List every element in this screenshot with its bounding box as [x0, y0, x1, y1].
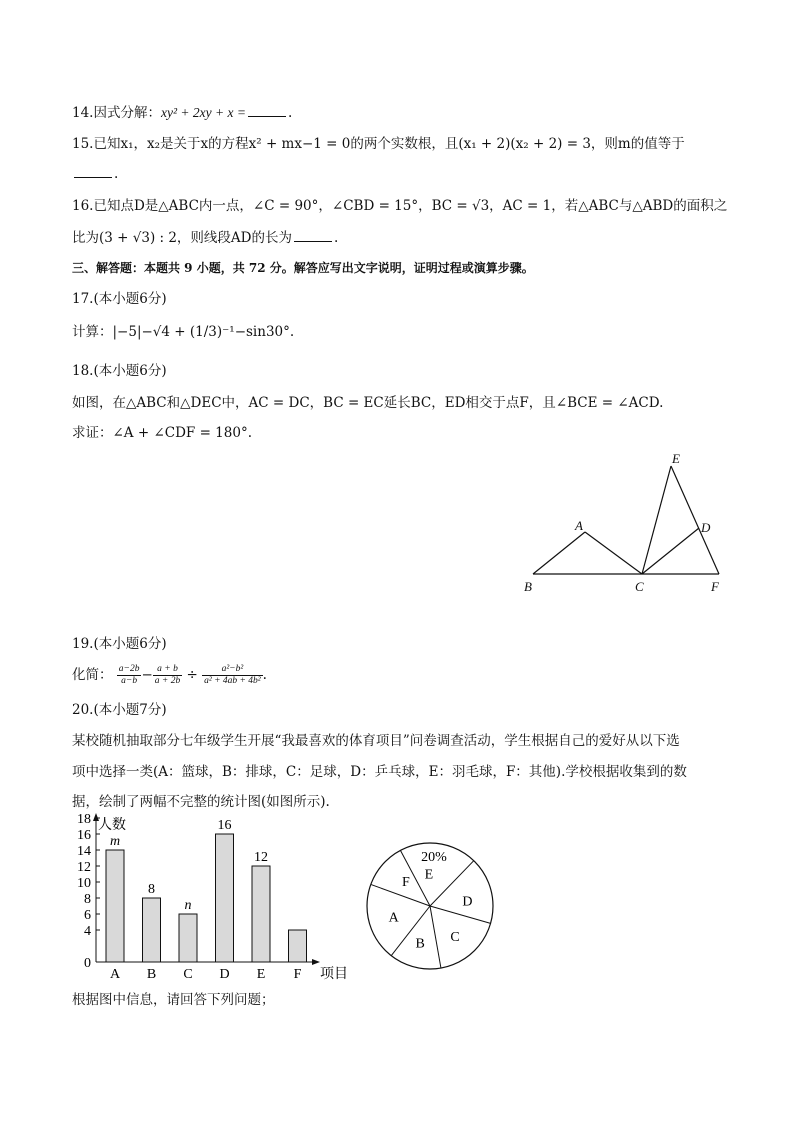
- q14-expression: xy² + 2xy + x =: [160, 105, 246, 120]
- x-tick-label-B: B: [146, 967, 157, 982]
- fraction-3-denominator: a² + 4ab + 4b²: [204, 676, 261, 686]
- segment-EF: [671, 466, 719, 574]
- question-20-heading: 20.(本小题7分): [72, 702, 167, 718]
- question-18-body: 如图，在△ABC和△DEC中，AC = DC，BC = EC延长BC，ED相交于点F，且∠BCE = ∠ACD.: [72, 395, 664, 411]
- pie-annotation-E: 20%: [421, 850, 447, 865]
- y-tick-label: 10: [77, 876, 91, 891]
- geometry-figure-18: [515, 448, 740, 603]
- fraction-2: [153, 664, 182, 687]
- bar-chart: [62, 812, 362, 984]
- answer-blank: [294, 228, 332, 242]
- bar-D: [216, 834, 234, 962]
- pie-label-D: D: [462, 894, 473, 910]
- x-tick-label-A: A: [109, 967, 121, 982]
- segment-BA: [533, 532, 585, 574]
- question-19-body: [72, 660, 267, 690]
- question-16-line2: [72, 228, 338, 248]
- data-label-C: n: [184, 898, 192, 913]
- label-A: A: [575, 518, 583, 533]
- data-label-E: 12: [254, 850, 268, 865]
- label-E: E: [672, 451, 680, 466]
- section-three-heading: 三、解答题：本题共 9 小题，共 72 分。解答应写出文字说明，证明过程或演算步骤。: [72, 261, 534, 275]
- fraction-1-denominator: a−b: [121, 676, 138, 686]
- x-axis-arrow: [312, 959, 320, 965]
- pie-label-F: F: [402, 875, 410, 891]
- y-tick-label: 4: [84, 924, 91, 939]
- pie-label-E: E: [424, 867, 434, 883]
- x-tick-label-E: E: [256, 967, 266, 982]
- data-label-D: 16: [217, 818, 232, 833]
- x-tick-label-C: C: [183, 967, 193, 982]
- question-17-heading: 17.(本小题6分): [72, 291, 167, 307]
- question-19-heading: 19.(本小题6分): [72, 636, 167, 652]
- fraction-1: [117, 664, 142, 687]
- question-18-prove: 求证：∠A + ∠CDF = 180°.: [72, 425, 252, 441]
- x-axis-label: 项目: [320, 967, 348, 982]
- question-20-line2: 项中选择一类(A：篮球，B：排球，C：足球，D：乒乓球，E：羽毛球，F：其他).学校根据收集到的数: [72, 764, 687, 780]
- q16-line2-text: 比为(3 + √3) : 2，则线段AD的长为: [72, 230, 293, 246]
- label-D: D: [701, 520, 711, 535]
- question-14: [72, 103, 292, 123]
- question-15-line2: [72, 164, 118, 184]
- divide-sign: ÷: [186, 667, 198, 683]
- label-F: F: [711, 579, 719, 594]
- question-17-body: 计算：|−5|−√4 + (1/3)⁻¹−sin30°.: [72, 324, 295, 340]
- fraction-3-numerator: a²−b²: [202, 664, 263, 676]
- segment-CE: [642, 466, 671, 574]
- q14-end: .: [287, 105, 293, 121]
- q19-prefix: 化简：: [72, 667, 113, 683]
- question-20-line3: 据，绘制了两幅不完整的统计图(如图所示).: [72, 794, 330, 810]
- bar-C: [179, 914, 197, 962]
- question-20-after-text: 根据图中信息，请回答下列问题；: [72, 992, 275, 1008]
- bar-F: [289, 930, 307, 962]
- y-tick-label: 16: [77, 828, 91, 843]
- y-tick-label: 14: [77, 844, 91, 859]
- question-20-line1: 某校随机抽取部分七年级学生开展“我最喜欢的体育项目”问卷调查活动，学生根据自己的爱好从以下选: [72, 733, 680, 749]
- segment-AC: [585, 532, 642, 574]
- bar-E: [252, 866, 270, 962]
- y-tick-label: 6: [84, 908, 91, 923]
- y-axis-label: 人数: [98, 818, 126, 833]
- fraction-1-numerator: a−2b: [118, 664, 140, 674]
- question-18-heading: 18.(本小题6分): [72, 363, 167, 379]
- x-tick-label-F: F: [293, 967, 302, 982]
- answer-blank: [248, 103, 286, 117]
- bar-A: [106, 850, 124, 962]
- bar-B: [143, 898, 161, 962]
- question-16: 16.已知点D是△ABC内一点，∠C = 90°，∠CBD = 15°，BC = √3，AC = 1，若△ABC与△ABD的面积之: [72, 198, 728, 214]
- question-15: 15.已知x₁，x₂是关于x的方程x² + mx−1 = 0的两个实数根，且(x₁ + 2)(x₂ + 2) = 3，则m的值等于: [72, 136, 685, 152]
- q19-end: .: [262, 667, 267, 683]
- pie-chart: [360, 836, 500, 976]
- y-tick-label: 18: [77, 812, 91, 827]
- y-tick-label: 12: [77, 860, 91, 875]
- minus-sign: −: [141, 667, 153, 683]
- q14-prefix: 14.因式分解：: [72, 105, 161, 121]
- label-C: C: [635, 579, 644, 594]
- y-tick-label: 8: [84, 892, 91, 907]
- pie-label-C: C: [450, 929, 460, 945]
- data-label-B: 8: [148, 882, 155, 897]
- x-tick-label-D: D: [219, 967, 230, 982]
- fraction-2-numerator: a + b: [153, 664, 182, 676]
- q16-end: .: [334, 230, 339, 246]
- pie-label-A: A: [388, 910, 399, 926]
- data-label-A: m: [109, 834, 121, 849]
- fraction-2-denominator: a + 2b: [154, 676, 181, 686]
- label-B: B: [524, 579, 532, 594]
- fraction-3: [202, 664, 263, 687]
- answer-blank: [74, 164, 112, 178]
- segment-CD: [642, 528, 699, 574]
- pie-label-B: B: [415, 936, 425, 952]
- q15-end: .: [114, 166, 119, 182]
- y-tick-label: 0: [84, 956, 91, 971]
